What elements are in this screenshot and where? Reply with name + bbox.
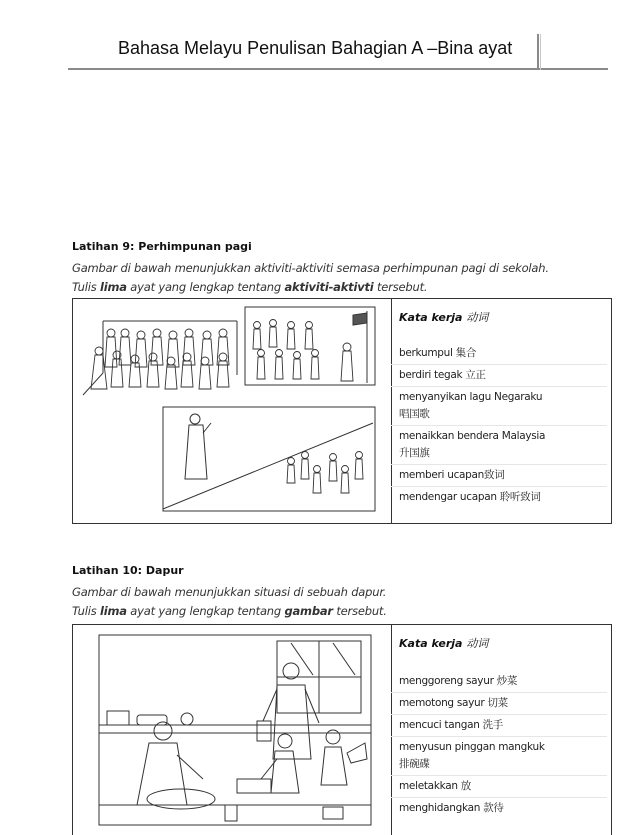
verb-item: menggoreng sayur 炒菜 <box>399 675 518 687</box>
row-separator <box>391 464 607 465</box>
row-separator <box>391 386 607 387</box>
verb-list-heading <box>399 635 607 651</box>
verb-item: memberi ucapan致词 <box>399 469 505 481</box>
verb-item: memotong sayur 切菜 <box>399 697 508 709</box>
verb-item: menaikkan bendera Malaysia <box>399 430 546 442</box>
text: ayat yang lengkap tentang <box>126 280 285 294</box>
verb-list-heading <box>399 309 607 325</box>
row-separator <box>391 775 607 776</box>
box-divider <box>391 625 392 835</box>
text: tersebut. <box>373 280 428 294</box>
exercise-10-line-2 <box>72 604 612 618</box>
assembly-panel-gathering <box>83 321 237 395</box>
verb-item: 排碗碟 <box>399 758 430 770</box>
header-side-bar-shadow <box>540 34 541 70</box>
verb-item: berkumpul 集合 <box>399 347 477 359</box>
box-divider <box>391 299 392 523</box>
row-separator <box>391 486 607 487</box>
header-divider <box>68 68 608 70</box>
row-separator <box>391 714 607 715</box>
text: Tulis <box>72 604 100 618</box>
exercise-9-instructions <box>72 240 612 294</box>
verb-item: mendengar ucapan 聆听致词 <box>399 491 541 503</box>
verb-item: menyanyikan lagu Negaraku <box>399 391 543 403</box>
heading-text: Kata kerja <box>399 311 463 324</box>
emphasis: aktiviti-aktivti <box>284 280 374 294</box>
row-separator <box>391 736 607 737</box>
exercise-10-verb-list <box>399 625 607 817</box>
row-separator <box>391 364 607 365</box>
header-side-bar <box>537 34 539 70</box>
assembly-panel-speech <box>163 407 375 511</box>
heading-chinese: 动词 <box>466 311 489 324</box>
verb-item: mencuci tangan 洗手 <box>399 719 503 731</box>
verb-item: 升国旗 <box>399 447 430 459</box>
kitchen-illustration <box>77 629 385 829</box>
text: tersebut. <box>332 604 387 618</box>
exercise-9-line-1: Gambar di bawah menunjukkan aktiviti-aktiviti semasa perhimpunan pagi di sekolah. <box>72 261 549 275</box>
verb-item: meletakkan 放 <box>399 780 471 792</box>
assembly-illustration <box>77 303 385 517</box>
exercise-9-line-2 <box>72 280 612 294</box>
verb-item: berdiri tegak 立正 <box>399 369 486 381</box>
exercise-10-line-1: Gambar di bawah menunjukkan situasi di sebuah dapur. <box>72 585 387 599</box>
verb-item: menghidangkan 款待 <box>399 802 504 814</box>
exercise-10-box <box>72 624 612 835</box>
assembly-panel-flag <box>245 307 375 385</box>
text: ayat yang lengkap tentang <box>126 604 285 618</box>
exercise-9-verb-list <box>399 299 607 506</box>
heading-text: Kata kerja <box>399 637 463 650</box>
heading-chinese: 动词 <box>466 637 489 650</box>
exercise-9-title: Latihan 9: Perhimpunan pagi <box>72 240 252 253</box>
emphasis: gambar <box>284 604 333 618</box>
verb-item: menyusun pinggan mangkuk <box>399 741 545 753</box>
header-title: Bahasa Melayu Penulisan Bahagian A –Bina ayat <box>118 38 513 58</box>
row-separator <box>391 425 607 426</box>
exercise-9-box <box>72 298 612 524</box>
row-separator <box>391 692 607 693</box>
row-separator <box>391 797 607 798</box>
text: Tulis <box>72 280 100 294</box>
emphasis: lima <box>100 604 127 618</box>
verb-item: 唱国歌 <box>399 408 430 420</box>
emphasis: lima <box>100 280 127 294</box>
exercise-10-title: Latihan 10: Dapur <box>72 564 184 577</box>
exercise-10-instructions <box>72 564 612 618</box>
